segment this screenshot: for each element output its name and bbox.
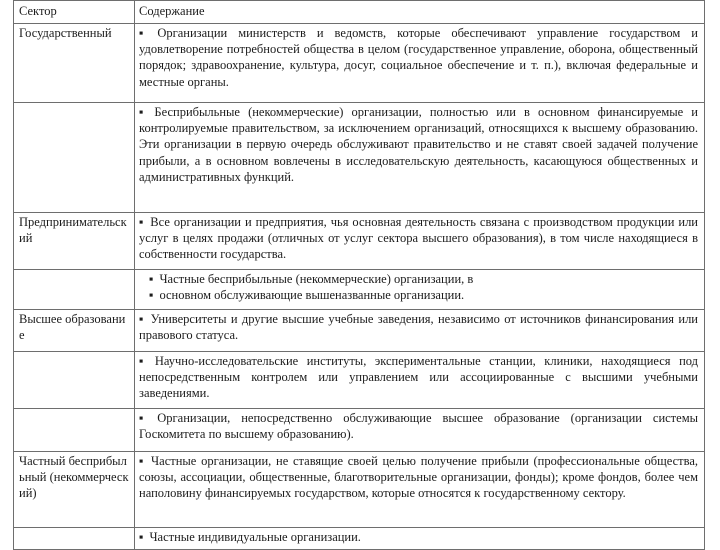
table-row (14, 452, 705, 528)
table-row (14, 352, 705, 409)
table-row (14, 310, 705, 352)
header-content: Содержание (135, 1, 705, 24)
sector-cell: Государственный (14, 24, 135, 103)
sector-cell: Частный бесприбыльный (некоммерческий) (14, 452, 135, 528)
bullet-icon: ▪ (139, 411, 152, 425)
content-cell (135, 103, 705, 213)
content-text: Университеты и другие высшие учебные заведения, независимо от источников финансирования или правового статуса. (139, 312, 698, 343)
content-text: Частные бесприбыльные (некоммерческие) организации, в (159, 272, 474, 286)
content-text: Научно-исследовательские институты, экспериментальные станции, клиники, находящиеся под непосредственным контролем или управлением или ассоциированные с высшими учебными заведениями. (139, 354, 699, 401)
bullet-icon: ▪ (139, 215, 145, 229)
sector-cell (14, 409, 135, 452)
content-cell (135, 528, 705, 550)
bullet-icon: ▪ (139, 454, 146, 468)
bullet-icon: ▪ (139, 530, 144, 544)
sector-cell (14, 103, 135, 213)
content-text: Частные индивидуальные организации. (149, 530, 361, 544)
bullet-icon: ▪ (139, 105, 149, 119)
table-row (14, 528, 705, 550)
content-cell (135, 270, 705, 310)
sector-cell (14, 352, 135, 409)
table-header-row (14, 1, 705, 24)
bullet-icon: ▪ (139, 312, 145, 326)
content-text: Частные организации, не ставящие своей целью получение прибыли (профессиональные общества, союзы, ассоциации, общественные, благотворительные организации, фонды); кроме фондов, более чем наполовину финансируемых государством, которые относятся к государственному сектору. (139, 454, 698, 501)
content-cell (135, 213, 705, 270)
table-row (14, 213, 705, 270)
content-text: Организации министерств и ведомств, которые обеспечивают управление государством и удовлетворение потребностей общества в целом (государственное управление, оборона, общественный порядок; здравоохранение, культура, досуг, социальное обеспечение и т. п.), включая федеральные и местные органы. (139, 26, 699, 89)
sector-cell: Высшее образование (14, 310, 135, 352)
content-text: основном обслуживающие вышеназванные организации. (159, 288, 465, 303)
content-text: Все организации и предприятия, чья основная деятельность связана с производством продукции или услуг в целях продажи (отличных от услуг сектора высшего образования), в том числе находящиеся в собственности государства. (139, 215, 698, 262)
bullet-icon: ▪ (149, 272, 154, 286)
bullet-icon: ▪ (139, 354, 149, 368)
content-text: Бесприбыльные (некоммерческие) организации, полностью или в основном финансируемые и контролируемые правительством, за исключением организаций, относящихся к высшему образованию. Эти организации в первую очередь обслуживают правительство и не ставят своей задачей получение прибыли, а в основном вовлечены в исследовательскую деятельность, касающуюся общественных и административных функций. (139, 105, 698, 184)
content-cell (135, 352, 705, 409)
content-cell (135, 310, 705, 352)
content-cell (135, 452, 705, 528)
content-cell (135, 409, 705, 452)
content-text: Организации, непосредственно обслуживающие высшее образование (организации системы Госкомитета по высшему образованию). (139, 411, 699, 442)
sector-cell: Предпринимательский (14, 213, 135, 270)
header-sector: Сектор (14, 1, 135, 24)
content-cell (135, 24, 705, 103)
table-row (14, 24, 705, 103)
sector-cell (14, 270, 135, 310)
sector-cell (14, 528, 135, 550)
table-row (14, 409, 705, 452)
table-row (14, 103, 705, 213)
table-row (14, 270, 705, 310)
bullet-icon: ▪ (149, 288, 154, 303)
bullet-icon: ▪ (139, 26, 152, 40)
sector-table (13, 0, 705, 550)
